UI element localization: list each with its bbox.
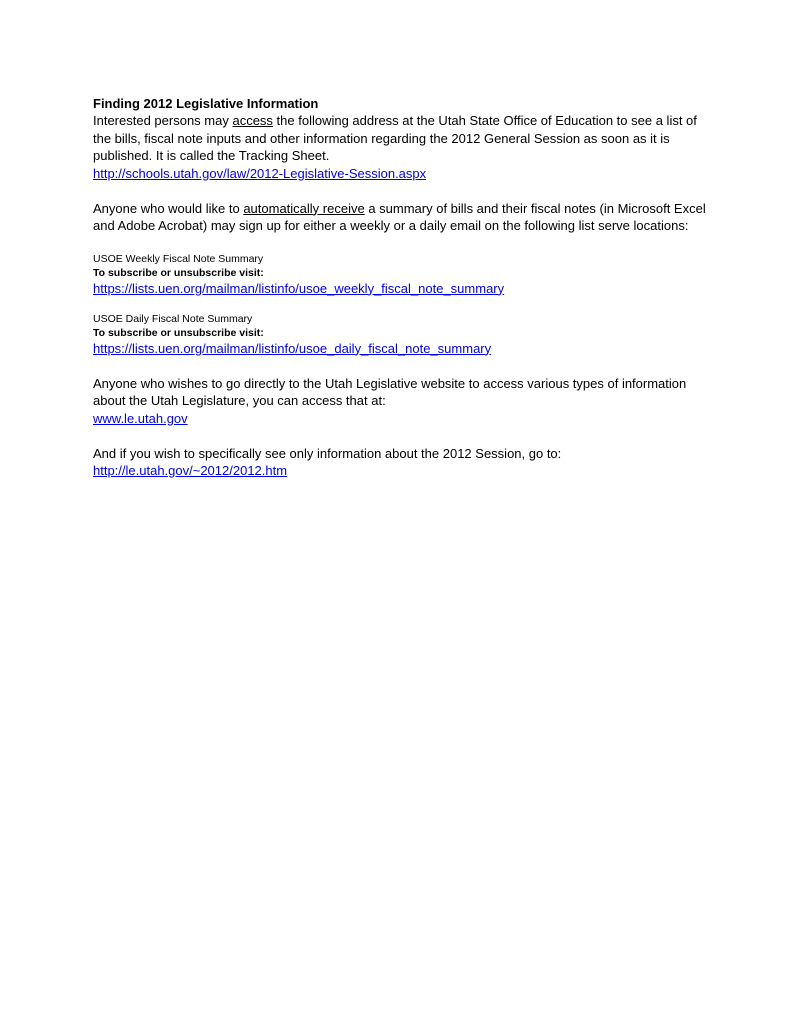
subscription-text-start: Anyone who would like to bbox=[93, 200, 244, 216]
tracking-sheet-link[interactable]: http://schools.utah.gov/law/2012-Legislative-Session.aspx bbox=[93, 165, 427, 181]
document-body bbox=[93, 95, 713, 480]
document-heading: Finding 2012 Legislative Information bbox=[93, 96, 319, 111]
daily-subscribe-label: To subscribe or unsubscribe visit: bbox=[93, 326, 264, 339]
intro-text-start: Interested persons may bbox=[93, 113, 233, 128]
legislature-paragraph: Anyone who wishes to go directly to the Utah Legislative website to access various types of information about the Utah Legislature, you can access that at: bbox=[93, 375, 687, 408]
session-paragraph: And if you wish to specifically see only information about the 2012 Session, go to: bbox=[93, 445, 562, 461]
spacer bbox=[93, 428, 713, 445]
subscription-underlined-phrase: automatically receive bbox=[243, 200, 365, 216]
spacer bbox=[93, 235, 713, 252]
legislature-website-link[interactable]: www.le.utah.gov bbox=[93, 410, 188, 426]
spacer bbox=[93, 358, 713, 375]
weekly-subscribe-label: To subscribe or unsubscribe visit: bbox=[93, 266, 264, 279]
intro-text-end: the following address at the Utah State Office of Education to see a list of the bills, fiscal note inputs and other information regarding the 2012 General Session as soon as it is published. It is called the Tracking Sheet. bbox=[93, 113, 697, 163]
daily-summary-title: USOE Daily Fiscal Note Summary bbox=[93, 312, 253, 325]
spacer bbox=[93, 298, 713, 312]
weekly-summary-link[interactable]: https://lists.uen.org/mailman/listinfo/usoe_weekly_fiscal_note_summary bbox=[93, 280, 505, 296]
weekly-summary-title: USOE Weekly Fiscal Note Summary bbox=[93, 252, 264, 265]
intro-underlined-word: access bbox=[232, 113, 273, 128]
daily-summary-link[interactable]: https://lists.uen.org/mailman/listinfo/usoe_daily_fiscal_note_summary bbox=[93, 340, 492, 356]
intro-paragraph bbox=[93, 112, 713, 165]
session-2012-link[interactable]: http://le.utah.gov/~2012/2012.htm bbox=[93, 463, 288, 478]
subscription-text-end: a summary of bills and their fiscal notes (in Microsoft Excel and Adobe Acrobat) may sign up for either a weekly or a daily email on the following list serve locations: bbox=[93, 200, 706, 233]
subscription-paragraph bbox=[93, 200, 713, 235]
spacer bbox=[93, 183, 713, 200]
